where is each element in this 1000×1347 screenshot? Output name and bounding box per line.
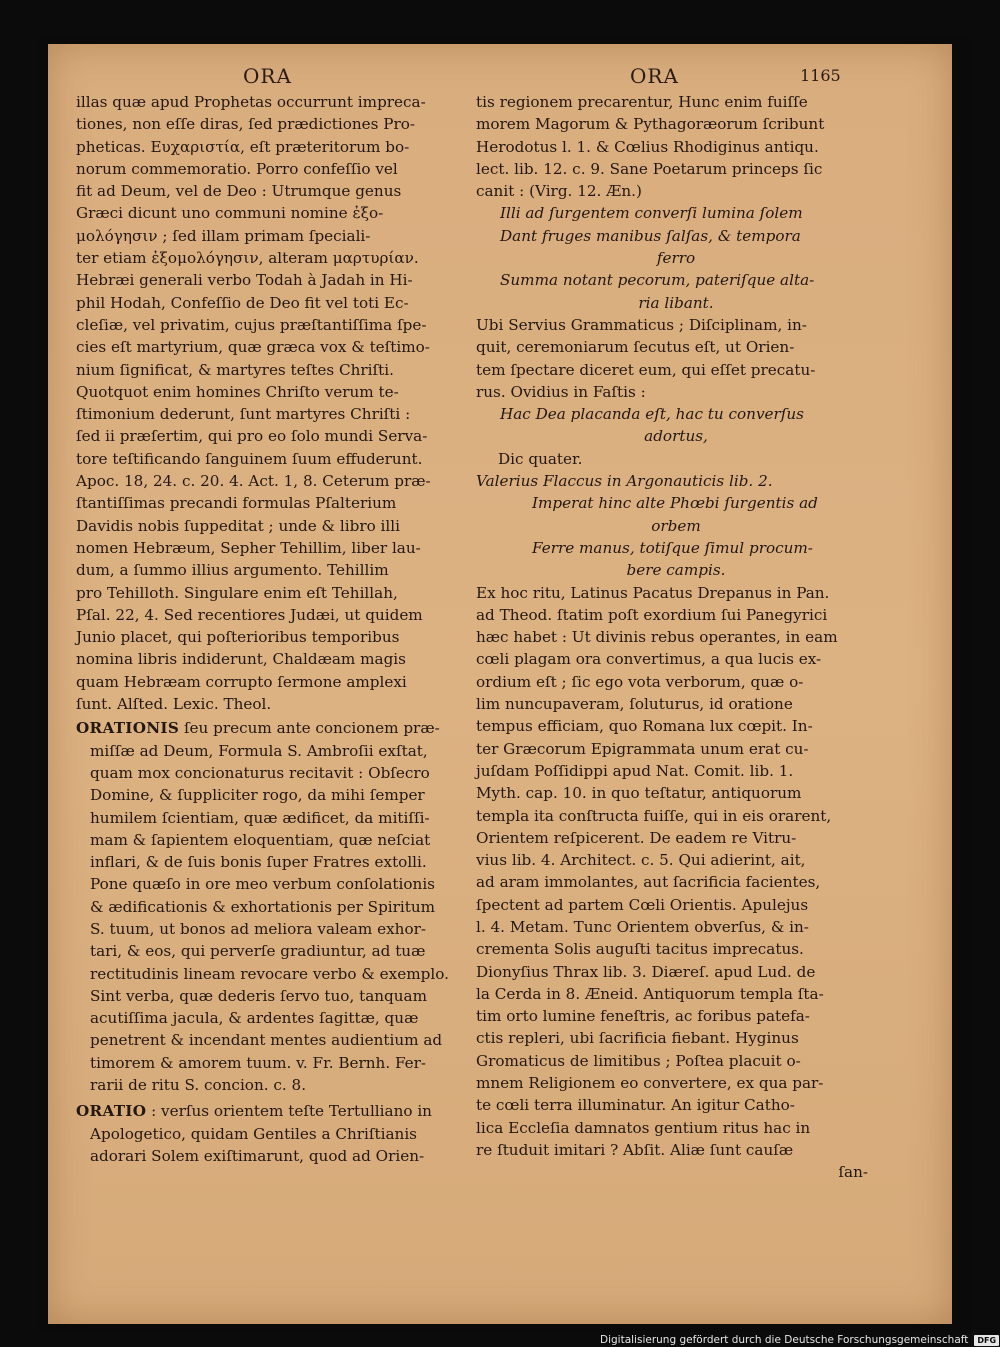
text-line: Hebræi generali verbo Todah à Jadah in Hi- xyxy=(76,271,413,290)
text-line: Sint verba, quæ dederis ſervo tuo, tanquam xyxy=(90,986,428,1005)
verse-line: orbem xyxy=(651,516,701,535)
text-line: tari, & eos, qui perverſe gradiuntur, ad tuæ xyxy=(90,942,426,961)
document-page xyxy=(48,44,952,1324)
text-line: Davidis nobis ſuppeditat ; unde & libro illi xyxy=(76,516,400,535)
text-line: penetrent & incendant mentes audientium ad xyxy=(90,1031,443,1050)
verse-line: bere campis. xyxy=(626,561,726,580)
text-line: ſeu precum ante concionem præ- xyxy=(183,719,440,738)
text-line: templa ita conſtructa fuiſſe, qui in eis orarent, xyxy=(476,806,832,825)
text-line: cies eſt martyrium, quæ græca vox & teſtimo- xyxy=(76,338,430,357)
text-line: Herodotus l. 1. & Cœlius Rhodiginus antiqu. xyxy=(476,137,819,156)
text-line: ſtimonium dederunt, ſunt martyres Chriſti : xyxy=(76,405,411,424)
dfg-logo: DFG xyxy=(974,1335,999,1346)
verse-line: Imperat hinc alte Phœbi ſurgentis ad xyxy=(532,494,818,513)
text-line: tempus efficiam, quo Romana lux cœpit. In- xyxy=(476,717,813,736)
verse-quote-valerius xyxy=(476,492,876,581)
verse-line: ferro xyxy=(656,249,696,268)
text-line: Apoc. 18, 24. c. 20. 4. Act. 1, 8. Ceterum præ- xyxy=(76,472,431,491)
catchword: ſan- xyxy=(838,1163,868,1182)
left-column xyxy=(76,91,474,1167)
verse-line: Illi ad ſurgentem converſi lumina ſolem xyxy=(500,204,803,223)
text-line: tem ſpectare diceret eum, qui eſſet precatu- xyxy=(476,360,816,379)
right-column-text xyxy=(476,91,876,202)
text-line: pro Tehilloth. Singulare enim eſt Tehillah, xyxy=(76,583,398,602)
text-line: Myth. cap. 10. in quo teſtatur, antiquorum xyxy=(476,784,802,803)
text-line: Dionyſius Thrax lib. 3. Diæreſ. apud Lud. de xyxy=(476,962,816,981)
text-line: Quotquot enim homines Chriſto verum te- xyxy=(76,382,399,401)
text-line: ſtantiſſimas precandi formulas Pſalterium xyxy=(76,494,397,513)
text-line: rarii de ritu S. concion. c. 8. xyxy=(90,1076,307,1095)
text-line: crementa Solis auguſti tacitus imprecatus. xyxy=(476,940,804,959)
text-line: Pſal. 22, 4. Sed recentiores Judæi, ut quidem xyxy=(76,605,423,624)
text-line: Ubi Servius Grammaticus ; Diſciplinam, in- xyxy=(476,315,807,334)
text-line: timorem & amorem tuum. v. Fr. Bernh. Fer- xyxy=(90,1053,427,1072)
text-line: μολόγησιν ; ſed illam primam ſpeciali- xyxy=(76,226,371,245)
text-line: : verſus orientem teſte Tertulliano in xyxy=(151,1102,432,1121)
text-line: phil Hodah, Confeſſio de Deo fit vel toti Ec- xyxy=(76,293,409,312)
left-column-text xyxy=(76,91,474,715)
text-line: lect. lib. 12. c. 9. Sane Poetarum princeps ſic xyxy=(476,159,823,178)
text-line: nium ſignificat, & martyres teſtes Chriſti. xyxy=(76,360,394,379)
text-line: ter Græcorum Epigrammata unum erat cu- xyxy=(476,739,809,758)
text-line: S. tuum, ut bonos ad meliora valeam exhor- xyxy=(90,919,426,938)
scan-frame xyxy=(38,36,972,1332)
text-line: Apologetico, quidam Gentiles a Chriſtianis xyxy=(90,1124,417,1143)
text-line: hæc habet : Ut divinis rebus operantes, in eam xyxy=(476,628,838,647)
text-line: quit, ceremoniarum ſecutus eſt, ut Orien- xyxy=(476,338,795,357)
text-line: quam mox concionaturus recitavit : Obſecro xyxy=(90,763,430,782)
text-line: Gromaticus de limitibus ; Poſtea placuit o- xyxy=(476,1051,801,1070)
running-head-left: ORA xyxy=(243,64,292,88)
entry-headword: ORATIONIS xyxy=(76,719,180,738)
text-line: ad aram immolantes, aut ſacrificia facientes, xyxy=(476,873,821,892)
text-line: la Cerda in 8. Æneid. Antiquorum templa ſta- xyxy=(476,984,824,1003)
text-line: Orientem reſpicerent. De eadem re Vitru- xyxy=(476,828,797,847)
text-line: inflari, & de ſuis bonis ſuper Fratres extolli. xyxy=(90,853,427,872)
text-line: vius lib. 4. Architect. c. 5. Qui adierint, ait, xyxy=(476,851,806,870)
text-line: adorari Solem exiſtimarunt, quod ad Orien- xyxy=(90,1146,425,1165)
verse-line: Dic quater. xyxy=(498,449,583,468)
text-line: tim orto lumine feneſtris, ac foribus patefa- xyxy=(476,1007,810,1026)
page-header xyxy=(48,64,952,94)
text-line: fit ad Deum, vel de Deo : Utrumque genus xyxy=(76,182,402,201)
text-line: ſpectent ad partem Cœli Orientis. Apulejus xyxy=(476,895,809,914)
text-line: & ædificationis & exhortationis per Spiritum xyxy=(90,897,436,916)
text-line: humilem ſcientiam, quæ ædificet, da mitiſſi- xyxy=(90,808,430,827)
text-line: tis regionem precarentur, Hunc enim fuiſſe xyxy=(476,93,808,111)
text-line: canit : (Virg. 12. Æn.) xyxy=(476,182,642,201)
right-column xyxy=(476,91,876,1184)
text-line: acutiſſima jacula, & ardentes ſagittæ, quæ xyxy=(90,1009,419,1028)
text-line: Græci dicunt uno communi nomine ἐξο- xyxy=(76,204,384,223)
text-line: nomina libris indiderunt, Chaldæam magis xyxy=(76,650,406,669)
text-line: tore teſtificando ſanguinem ſuum effuderunt. xyxy=(76,449,423,468)
text-line: rus. Ovidius in Faſtis : xyxy=(476,382,646,401)
text-line: re ſtuduit imitari ? Abſit. Aliæ ſunt cauſæ xyxy=(476,1140,794,1159)
text-line: Ex hoc ritu, Latinus Pacatus Drepanus in Pan. xyxy=(476,583,830,602)
text-line: miſſæ ad Deum, Formula S. Ambroſii exſtat, xyxy=(90,741,428,760)
entry-oratio xyxy=(76,1100,474,1167)
digitization-footer xyxy=(600,1333,999,1347)
page-number: 1165 xyxy=(800,66,841,85)
text-line: morem Magorum & Pythagoræorum ſcribunt xyxy=(476,115,825,134)
text-line: lica Eccleſia damnatos gentium ritus hac in xyxy=(476,1118,811,1137)
verse-line: ria libant. xyxy=(638,293,714,312)
text-line: illas quæ apud Prophetas occurrunt impreca- xyxy=(76,93,426,111)
verse-line: Dant fruges manibus ſalſas, & tempora xyxy=(500,226,801,245)
verse-quote-virgil xyxy=(476,202,876,313)
right-column-text xyxy=(476,314,876,403)
verse-quote-ovid xyxy=(476,403,876,470)
citation-valerius: Valerius Flaccus in Argonauticis lib. 2. xyxy=(476,472,773,491)
text-line: te cœli terra illuminatur. An igitur Catho- xyxy=(476,1096,795,1115)
text-line: ſed ii præſertim, qui pro eo ſolo mundi Serva- xyxy=(76,427,428,446)
text-line: l. 4. Metam. Tunc Orientem obverſus, & in- xyxy=(476,917,809,936)
right-column-text xyxy=(476,582,876,1162)
text-line: quam Hebræam corrupto ſermone amplexi xyxy=(76,672,407,691)
text-line: ctis repleri, ubi ſacrificia fiebant. Hyginus xyxy=(476,1029,799,1048)
text-line: pheticas. Ευχαριστία, eſt præteritorum bo- xyxy=(76,137,410,156)
text-line: nomen Hebræum, Sepher Tehillim, liber lau- xyxy=(76,538,421,557)
text-line: rectitudinis lineam revocare verbo & exemplo. xyxy=(90,964,449,983)
verse-line: Summa notant pecorum, pateriſque alta- xyxy=(500,271,815,290)
entry-headword: ORATIO xyxy=(76,1102,147,1121)
running-head-right: ORA xyxy=(630,64,679,88)
text-line: lim nuncupaveram, ſoluturus, id oratione xyxy=(476,695,793,714)
text-line: cœli plagam ora convertimus, a qua lucis ex- xyxy=(476,650,822,669)
text-line: ad Theod. ſtatim poſt exordium ſui Panegyrici xyxy=(476,605,828,624)
text-line: juſdam Poſſidippi apud Nat. Comit. lib. 1. xyxy=(476,761,794,780)
text-line: ſunt. Alſted. Lexic. Theol. xyxy=(76,695,272,714)
text-line: mam & ſapientem eloquentiam, quæ neſciat xyxy=(90,830,431,849)
verse-line: adortus, xyxy=(644,427,708,446)
text-line: norum commemoratio. Porro confeſſio vel xyxy=(76,159,398,178)
text-line: cleſiæ, vel privatim, cujus præſtantiſſima ſpe- xyxy=(76,315,427,334)
text-line: ter etiam ἐξομολόγησιν, alteram μαρτυρίαν. xyxy=(76,249,419,268)
text-line: Pone quæſo in ore meo verbum conſolationis xyxy=(90,875,435,894)
text-line: dum, a ſummo illius argumento. Tehillim xyxy=(76,561,389,580)
text-line: tiones, non eſſe diras, ſed prædictiones Pro- xyxy=(76,115,415,134)
text-line: Junio placet, qui poſterioribus temporibus xyxy=(76,628,400,647)
text-line: mnem Religionem eo convertere, ex qua par- xyxy=(476,1074,824,1093)
verse-line: Hac Dea placanda eſt, hac tu converſus xyxy=(500,405,804,424)
entry-orationis xyxy=(76,717,474,1096)
text-line: Domine, & ſuppliciter rogo, da mihi ſemper xyxy=(90,786,425,805)
verse-line: Ferre manus, totiſque ſimul procum- xyxy=(532,538,813,557)
footer-text: Digitalisierung gefördert durch die Deutsche Forschungsgemeinschaft xyxy=(600,1334,969,1346)
text-line: ordium eſt ; ſic ego vota verborum, quæ o- xyxy=(476,672,804,691)
entry-body xyxy=(90,719,449,1094)
